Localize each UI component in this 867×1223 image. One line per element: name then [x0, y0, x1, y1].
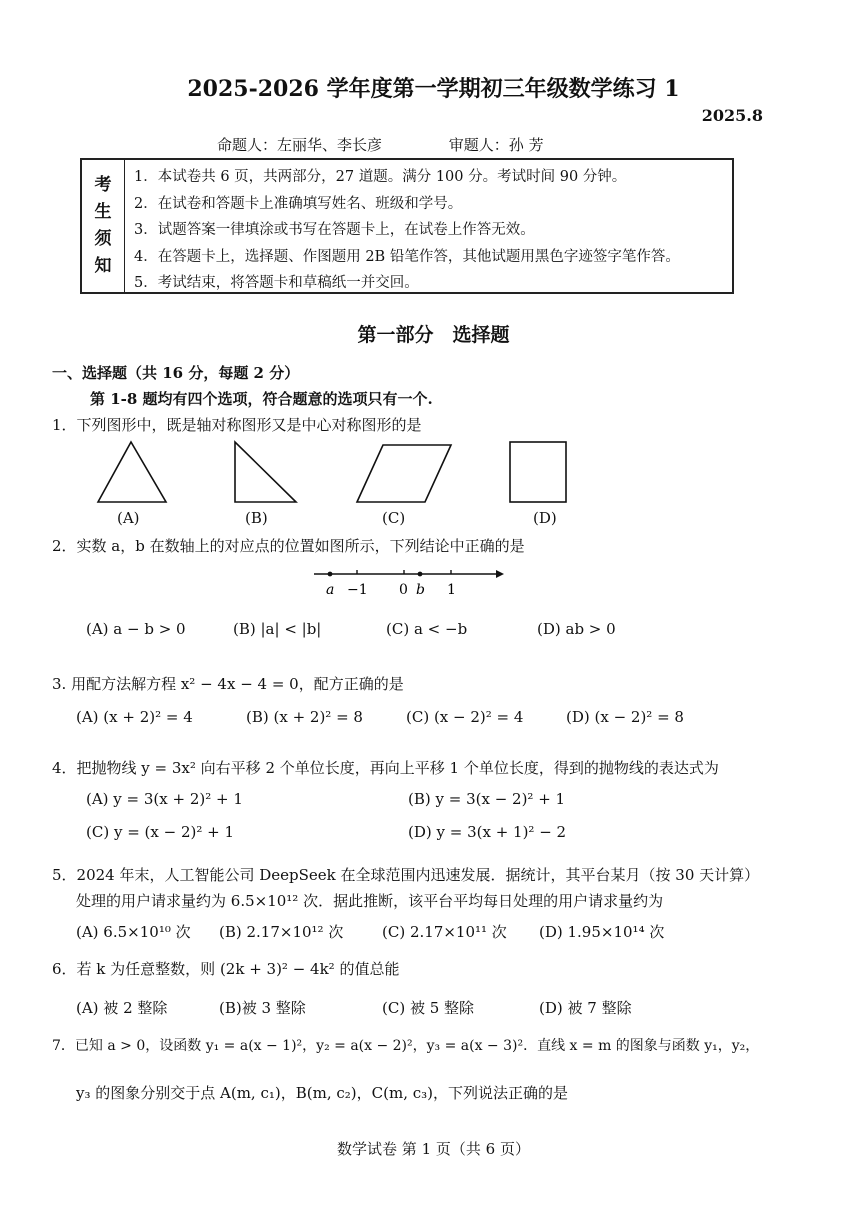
right-triangle-figure — [235, 442, 296, 502]
page-footer: 数学试卷 第 1 页（共 6 页） — [337, 1140, 530, 1158]
notice-heading-char: 须 — [94, 229, 112, 249]
question-5-stem-line2: 处理的用户请求量约为 6.5×10¹² 次．据此推断，该平台平均每日处理的用户请求量约为 — [76, 892, 664, 910]
notice-item: 1．本试卷共 6 页，共两部分，27 道题。满分 100 分。考试时间 90 分钟。 — [134, 169, 627, 185]
q6-option-c: (C) 被 5 整除 — [382, 999, 475, 1017]
question-6-stem: 6．若 k 为任意整数，则 (2k + 3)² − 4k² 的值总能 — [52, 960, 400, 978]
notice-item: 4．在答题卡上，选择题、作图题用 2B 铅笔作答，其他试题用黑色字迹签字笔作答。 — [134, 248, 680, 265]
page-title: 2025-2026 学年度第一学期初三年级数学练习 1 — [187, 76, 680, 102]
q4-option-d: (D) y = 3(x + 1)² − 2 — [408, 823, 567, 841]
section-note: 第 1-8 题均有四个选项，符合题意的选项只有一个. — [90, 390, 433, 408]
q1-label-d: (D) — [533, 509, 557, 527]
label-1: 1 — [447, 582, 456, 598]
q4-option-b: (B) y = 3(x − 2)² + 1 — [408, 790, 566, 808]
notice-box — [80, 158, 734, 294]
exam-date: 2025.8 — [701, 106, 763, 125]
q3-option-b: (B) (x + 2)² = 8 — [246, 708, 363, 726]
reviewer: 审题人：孙 芳 — [448, 136, 544, 154]
question-7-stem-line1: 7．已知 a > 0，设函数 y₁ = a(x − 1)²，y₂ = a(x − 2)²，y₃ = a(x − 3)²．直线 x = m 的图象与函数 y₁，y₂， — [52, 1038, 760, 1054]
question-1-stem: 1．下列图形中，既是轴对称图形又是中心对称图形的是 — [52, 416, 422, 434]
q3-option-c: (C) (x − 2)² = 4 — [406, 708, 524, 726]
authors-line — [217, 134, 566, 155]
q3-option-a: (A) (x + 2)² = 4 — [76, 708, 193, 726]
point-a — [328, 572, 333, 577]
q5-option-b: (B) 2.17×10¹² 次 — [219, 923, 344, 941]
q2-option-c: (C) a < −b — [386, 620, 468, 638]
q2-option-b: (B) |a| < |b| — [233, 620, 322, 638]
q5-option-d: (D) 1.95×10¹⁴ 次 — [539, 923, 665, 941]
square-figure — [510, 442, 566, 502]
question-2-stem: 2．实数 a，b 在数轴上的对应点的位置如图所示，下列结论中正确的是 — [52, 537, 525, 555]
notice-item: 2．在试卷和答题卡上准确填写姓名、班级和学号。 — [134, 195, 463, 212]
question-5-stem-line1: 5．2024 年末，人工智能公司 DeepSeek 在全球范围内迅速发展．据统计，其平台某月（按 30 天计算） — [52, 866, 760, 884]
notice-heading-char: 知 — [94, 256, 112, 276]
parallelogram-figure — [357, 445, 451, 502]
number-line-arrow-icon — [496, 570, 504, 578]
q4-option-c: (C) y = (x − 2)² + 1 — [86, 823, 235, 841]
section-heading: 一、选择题（共 16 分，每题 2 分） — [52, 364, 300, 382]
q6-option-b: (B)被 3 整除 — [219, 999, 306, 1017]
question-3-stem: 3. 用配方法解方程 x² − 4x − 4 = 0，配方正确的是 — [52, 675, 404, 693]
question-1-figures — [95, 438, 575, 510]
notice-heading-char: 生 — [94, 202, 112, 222]
part-title: 第一部分 选择题 — [357, 324, 510, 346]
q4-option-a: (A) y = 3(x + 2)² + 1 — [86, 790, 243, 808]
question-7-stem-line2: y₃ 的图象分别交于点 A(m, c₁)，B(m, c₂)，C(m, c₃)，下列说法正确的是 — [76, 1084, 568, 1102]
q2-option-d: (D) ab > 0 — [537, 620, 616, 638]
point-b — [418, 572, 423, 577]
label-a: a — [326, 582, 335, 598]
q5-option-c: (C) 2.17×10¹¹ 次 — [382, 923, 507, 941]
triangle-figure — [98, 442, 166, 502]
q5-option-a: (A) 6.5×10¹⁰ 次 — [76, 923, 191, 941]
label-0: 0 — [399, 582, 408, 598]
question-4-stem: 4．把抛物线 y = 3x² 向右平移 2 个单位长度，再向上平移 1 个单位长度，得到的抛物线的表达式为 — [52, 759, 719, 777]
notice-item: 3．试题答案一律填涂或书写在答题卡上，在试卷上作答无效。 — [134, 222, 535, 238]
q3-option-d: (D) (x − 2)² = 8 — [566, 708, 684, 726]
label-b: b — [416, 582, 425, 598]
q1-label-b: (B) — [245, 509, 268, 527]
notice-heading-char: 考 — [94, 175, 112, 195]
notice-item: 5．考试结束，将答题卡和草稿纸一并交回。 — [134, 275, 419, 291]
label-minus-1: −1 — [347, 582, 368, 598]
notice-heading — [82, 160, 125, 292]
number-line — [310, 562, 510, 602]
q2-option-a: (A) a − b > 0 — [86, 620, 186, 638]
q1-label-a: (A) — [117, 509, 140, 527]
q6-option-a: (A) 被 2 整除 — [76, 999, 168, 1017]
setter: 命题人：左丽华、李长彦 — [217, 136, 383, 154]
q1-label-c: (C) — [382, 509, 406, 527]
q6-option-d: (D) 被 7 整除 — [539, 999, 632, 1017]
notice-list — [134, 164, 680, 297]
